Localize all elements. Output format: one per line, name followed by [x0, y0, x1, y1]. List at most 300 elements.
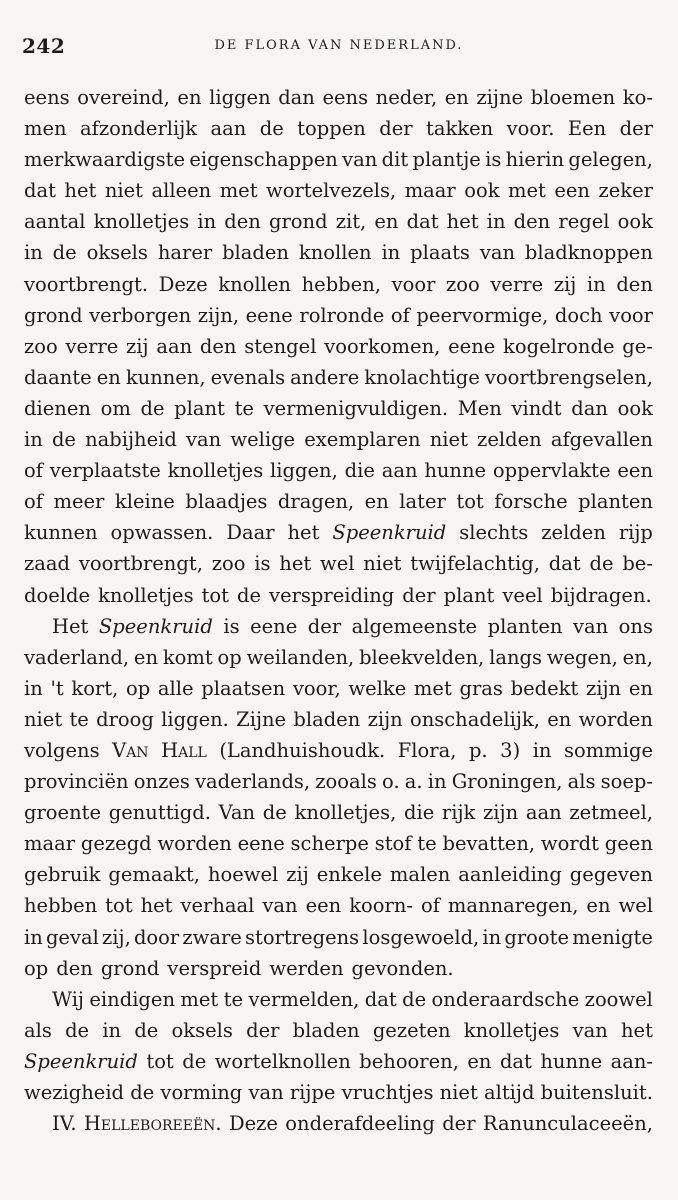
- word: plant: [174, 396, 225, 420]
- word: knolletjes: [98, 583, 194, 607]
- word: het: [64, 179, 97, 203]
- word: grond: [100, 956, 160, 980]
- word: den: [56, 956, 93, 980]
- word: ook: [617, 210, 653, 234]
- word: vindt: [511, 396, 562, 420]
- word: veel: [502, 583, 543, 607]
- word: kort,: [71, 676, 119, 700]
- word: Van: [112, 738, 149, 762]
- word: welke: [348, 676, 407, 700]
- word: zoowel: [584, 987, 653, 1011]
- word: vaderlands,: [195, 770, 311, 794]
- word: de: [140, 396, 165, 420]
- word: ge-: [622, 334, 653, 358]
- word: wordt: [540, 832, 599, 856]
- word: takken: [425, 117, 494, 141]
- word: zooals: [315, 770, 377, 794]
- word: zelden: [477, 428, 542, 452]
- word: eene: [237, 832, 285, 856]
- word: niet: [439, 1081, 478, 1104]
- text-line: [24, 922, 653, 953]
- word: een: [554, 179, 590, 203]
- word: plaatsen: [201, 676, 286, 700]
- word: om: [100, 396, 131, 420]
- word: gebruik: [24, 863, 101, 887]
- word: voortbrengselen,: [484, 365, 653, 389]
- word: Speenkruid: [98, 614, 213, 638]
- text-line: [24, 1108, 653, 1139]
- word: toppen: [297, 117, 366, 141]
- word: gezegd: [80, 832, 152, 856]
- word: Hall: [161, 738, 207, 762]
- word: zoo: [211, 552, 246, 576]
- word: in: [197, 210, 217, 234]
- word: dienen: [24, 396, 91, 420]
- word: worden: [157, 832, 232, 856]
- word: en: [547, 707, 572, 731]
- word: onderaardsche: [431, 987, 580, 1011]
- text-line: [24, 580, 653, 611]
- word: eens: [24, 86, 70, 109]
- word: te: [223, 987, 244, 1011]
- word: provinciën: [24, 770, 129, 794]
- word: altijd: [483, 1081, 535, 1104]
- word: planten: [487, 614, 563, 638]
- text-line: [24, 673, 653, 704]
- word: de: [259, 117, 284, 141]
- running-title: DE FLORA VAN NEDERLAND.: [214, 38, 464, 53]
- word: genuttigd.: [108, 801, 211, 825]
- word: zeker: [598, 179, 653, 203]
- word: niet: [104, 179, 143, 203]
- word: in: [486, 210, 506, 234]
- word: vaderland,: [24, 645, 130, 669]
- word: aan: [381, 459, 418, 483]
- text-line: [24, 859, 653, 890]
- word: kunnen,: [125, 365, 206, 389]
- word: wezigheid: [24, 1081, 125, 1104]
- word: van: [262, 894, 298, 918]
- text-line: [24, 206, 653, 237]
- word: Het: [52, 614, 89, 638]
- word: met: [413, 676, 452, 700]
- word: dan: [571, 396, 608, 420]
- word: o.: [382, 770, 400, 794]
- word: dit: [381, 148, 409, 172]
- word: bevatten,: [442, 832, 536, 856]
- word: te: [234, 396, 254, 420]
- word: gevonden.: [351, 956, 454, 980]
- word: in: [586, 272, 606, 296]
- word: knollen: [298, 241, 372, 265]
- word: en: [177, 86, 202, 109]
- word: geen: [604, 832, 653, 856]
- word: behooren,: [359, 1049, 459, 1073]
- word: dat: [24, 179, 56, 203]
- word: alleen: [151, 179, 212, 203]
- text-line: [24, 82, 653, 113]
- word: en: [133, 645, 159, 669]
- word: maar: [24, 832, 76, 856]
- word: bladen: [293, 707, 361, 731]
- word: het: [287, 521, 320, 545]
- text-line: [24, 766, 653, 797]
- word: ook: [617, 396, 653, 420]
- word: zijne: [476, 86, 524, 109]
- text-line: [24, 1077, 653, 1108]
- word: doch: [554, 303, 603, 327]
- word: wortelknollen: [214, 1049, 351, 1073]
- word: het: [446, 210, 479, 234]
- word: menigte: [572, 925, 653, 949]
- word: hebben: [24, 894, 98, 918]
- word: zijn: [586, 676, 622, 700]
- word: verborgen: [89, 303, 192, 327]
- word: soep-: [600, 770, 653, 794]
- word: van: [572, 1018, 608, 1042]
- word: merkwaardigste: [24, 148, 186, 172]
- word: afzonderlijk: [80, 117, 198, 141]
- word: malen: [389, 863, 451, 887]
- word: twijfelachtig,: [410, 552, 540, 576]
- word: Wij: [52, 987, 84, 1011]
- word: op: [125, 676, 151, 700]
- word: in: [427, 770, 447, 794]
- text-line: [24, 331, 653, 362]
- word: a.: [404, 770, 423, 794]
- word: niet: [363, 552, 402, 576]
- word: en: [586, 894, 611, 918]
- word: oppervlakte: [492, 459, 611, 483]
- word: andere: [290, 365, 360, 389]
- word: met: [180, 987, 219, 1011]
- word: oksels: [86, 241, 148, 265]
- word: de: [65, 1018, 90, 1042]
- word: eene: [245, 303, 293, 327]
- word: Groningen,: [451, 770, 563, 794]
- word: evenals: [210, 365, 286, 389]
- word: in: [24, 925, 43, 949]
- word: peervormige,: [416, 303, 549, 327]
- word: vermelden,: [248, 987, 360, 1011]
- word: aan: [525, 801, 562, 825]
- word: de: [237, 583, 262, 607]
- word: Flora,: [397, 738, 457, 762]
- word: zetmeel,: [569, 801, 653, 825]
- word: dan: [278, 86, 315, 109]
- word: de: [134, 1018, 159, 1042]
- text-line: [24, 269, 653, 300]
- word: voor: [609, 303, 653, 327]
- word: voorkomen,: [324, 334, 441, 358]
- word: in: [24, 428, 43, 452]
- word: te: [417, 832, 437, 856]
- word: grond: [268, 210, 328, 234]
- word: de: [51, 428, 76, 452]
- word: mannaregen,: [447, 894, 579, 918]
- word: hunne: [540, 1049, 603, 1073]
- word: zijn,: [197, 303, 240, 327]
- word: IV.: [52, 1112, 77, 1136]
- word: slechts: [459, 521, 529, 545]
- word: forsche: [494, 490, 568, 514]
- word: Een: [567, 117, 607, 141]
- word: zij: [553, 272, 577, 296]
- word: bijdragen.: [550, 583, 652, 607]
- word: alle: [157, 676, 194, 700]
- word: Deze: [228, 1112, 278, 1136]
- word: voor.: [506, 117, 555, 141]
- word: wortelvezels,: [266, 179, 397, 203]
- text-line: [24, 486, 653, 517]
- word: later: [399, 490, 446, 514]
- word: zij: [286, 863, 309, 887]
- word: kogelronde: [503, 334, 615, 358]
- word: de: [262, 801, 287, 825]
- text-line: [24, 548, 653, 579]
- word: het: [140, 894, 173, 918]
- word: werden: [269, 956, 344, 980]
- word: het: [620, 1018, 653, 1042]
- word: afgevallen: [550, 428, 653, 452]
- word: dragen,: [277, 490, 355, 514]
- word: regel: [558, 210, 610, 234]
- word: zij,: [102, 925, 131, 949]
- word: op: [217, 645, 242, 669]
- word: tot: [201, 583, 230, 607]
- word: aan: [210, 117, 247, 141]
- word: knolachtige: [364, 365, 480, 389]
- word: 3): [500, 738, 521, 762]
- word: door: [133, 925, 180, 949]
- word: welige: [230, 428, 296, 452]
- word: voor,: [292, 676, 341, 700]
- word: plant: [443, 583, 495, 607]
- word: der: [307, 614, 342, 638]
- word: maar: [404, 179, 456, 203]
- word: hierin: [505, 148, 565, 172]
- word: onderafdeeling: [285, 1112, 435, 1136]
- word: met: [508, 179, 546, 203]
- word: der: [246, 1018, 280, 1042]
- word: weilanden,: [246, 645, 355, 669]
- word: exemplaren: [304, 428, 421, 452]
- word: het: [279, 552, 312, 576]
- text-line: [24, 393, 653, 424]
- word: en: [96, 365, 121, 389]
- word: de: [402, 987, 427, 1011]
- word: en,: [622, 645, 653, 669]
- word: harer: [157, 241, 213, 265]
- word: der: [402, 583, 436, 607]
- word: daante: [24, 365, 92, 389]
- text-line: [24, 237, 653, 268]
- word: hebben,: [301, 272, 381, 296]
- word: eens: [322, 86, 369, 109]
- word: zelden: [541, 521, 606, 545]
- word: wegen,: [546, 645, 618, 669]
- word: is: [485, 148, 502, 172]
- word: algemeenste: [351, 614, 478, 638]
- word: zaad: [24, 552, 71, 576]
- word: verre: [490, 272, 544, 296]
- word: knolletjes,: [294, 801, 397, 825]
- word: aan-: [610, 1049, 653, 1073]
- word: Daar: [226, 521, 275, 545]
- word: aanleiding: [458, 863, 562, 887]
- word: der: [442, 1112, 476, 1136]
- word: van: [342, 148, 378, 172]
- word: verspreiding: [269, 583, 395, 607]
- word: den: [616, 272, 653, 296]
- word: zoo: [24, 334, 58, 358]
- word: voor: [391, 272, 436, 296]
- text-line: [24, 424, 653, 455]
- text-line: [24, 984, 653, 1015]
- word: liggen,: [270, 459, 338, 483]
- word: en: [374, 210, 399, 234]
- word: de: [130, 1081, 155, 1104]
- word: dat: [406, 210, 439, 234]
- word: vermenigvuldigen.: [263, 396, 449, 420]
- text-line: [24, 953, 653, 984]
- body-text: [24, 82, 653, 1139]
- word: verplaatste: [49, 459, 161, 483]
- word: liggen.: [161, 707, 229, 731]
- word: p.: [468, 738, 488, 762]
- word: zijn: [483, 801, 519, 825]
- word: ko-: [622, 86, 653, 109]
- word: zit,: [335, 210, 367, 234]
- word: den: [199, 334, 237, 358]
- word: in: [102, 1018, 122, 1042]
- word: hunne: [424, 459, 487, 483]
- word: rijpe: [289, 1081, 336, 1104]
- word: losgewoeld,: [362, 925, 480, 949]
- word: niet: [429, 428, 468, 452]
- word: komt: [162, 645, 213, 669]
- word: groente: [24, 801, 102, 825]
- word: Deze: [158, 272, 208, 296]
- word: is: [254, 552, 271, 576]
- word: verspreid: [167, 956, 262, 980]
- word: met: [219, 179, 258, 203]
- word: aantal: [24, 210, 86, 234]
- word: bedekt: [510, 676, 579, 700]
- word: gelegen,: [568, 148, 653, 172]
- word: te: [69, 707, 89, 731]
- word: liggen: [209, 86, 271, 109]
- word: overeind,: [77, 86, 170, 109]
- word: bladknoppen: [524, 241, 653, 265]
- word: meer: [53, 490, 105, 514]
- word: kunnen: [24, 521, 98, 545]
- word: opwassen.: [110, 521, 214, 545]
- word: bleekvelden,: [359, 645, 485, 669]
- word: Van: [218, 801, 256, 825]
- word: doelde: [24, 583, 91, 607]
- word: der: [379, 117, 413, 141]
- text-line: [24, 611, 653, 642]
- word: of: [390, 303, 410, 327]
- word: bloemen: [530, 86, 616, 109]
- page-number: 242: [22, 34, 66, 58]
- word: sommige: [564, 738, 653, 762]
- text-line: [24, 890, 653, 921]
- word: vruchtjes: [341, 1081, 434, 1104]
- word: de: [52, 241, 77, 265]
- word: of: [420, 894, 440, 918]
- word: van: [248, 1081, 284, 1104]
- word: eindigen: [89, 987, 176, 1011]
- word: die: [344, 459, 375, 483]
- text-line: [24, 797, 653, 828]
- word: in: [24, 676, 43, 700]
- word: eene: [448, 334, 496, 358]
- word: neder,: [375, 86, 438, 109]
- word: plaats: [410, 241, 470, 265]
- word: in: [381, 241, 401, 265]
- word: en: [467, 1049, 492, 1073]
- word: zijn: [367, 707, 403, 731]
- text-line: [24, 642, 653, 673]
- word: men: [24, 117, 67, 141]
- word: knolletjes: [93, 210, 190, 234]
- word: van: [572, 614, 609, 638]
- word: Helleboreeën.: [83, 1112, 222, 1136]
- word: wel: [320, 552, 355, 576]
- word: Men: [457, 396, 502, 420]
- word: rolronde: [299, 303, 385, 327]
- word: der: [619, 117, 653, 141]
- word: in: [482, 925, 502, 949]
- text-line: [24, 704, 653, 735]
- word: gemaakt,: [108, 863, 201, 887]
- word: zware: [182, 925, 242, 949]
- word: of: [24, 490, 43, 514]
- word: worden: [578, 707, 653, 731]
- word: buitensluit.: [540, 1081, 653, 1104]
- word: stortregens: [245, 925, 360, 949]
- word: onschadelijk,: [409, 707, 540, 731]
- word: knolletjes: [167, 459, 264, 483]
- word: rijk: [441, 801, 476, 825]
- word: als: [567, 770, 596, 794]
- word: 't: [50, 676, 64, 700]
- word: van: [186, 428, 222, 452]
- word: bladen: [292, 1018, 360, 1042]
- word: die: [403, 801, 435, 825]
- word: rijp: [618, 521, 653, 545]
- word: tot: [146, 1049, 174, 1073]
- text-line: [24, 362, 653, 393]
- word: dat: [364, 987, 397, 1011]
- text-line: [24, 455, 653, 486]
- text-line: [24, 1015, 653, 1046]
- word: gras: [459, 676, 503, 700]
- word: Zijne: [236, 707, 287, 731]
- word: verhaal: [180, 894, 255, 918]
- word: de: [589, 552, 614, 576]
- word: be-: [622, 552, 653, 576]
- text-line: [24, 828, 653, 859]
- text-line: [24, 517, 653, 548]
- word: is: [223, 614, 240, 638]
- word: of: [24, 459, 43, 483]
- word: tot: [105, 894, 133, 918]
- word: onzes: [133, 770, 190, 794]
- text-line: [24, 144, 653, 175]
